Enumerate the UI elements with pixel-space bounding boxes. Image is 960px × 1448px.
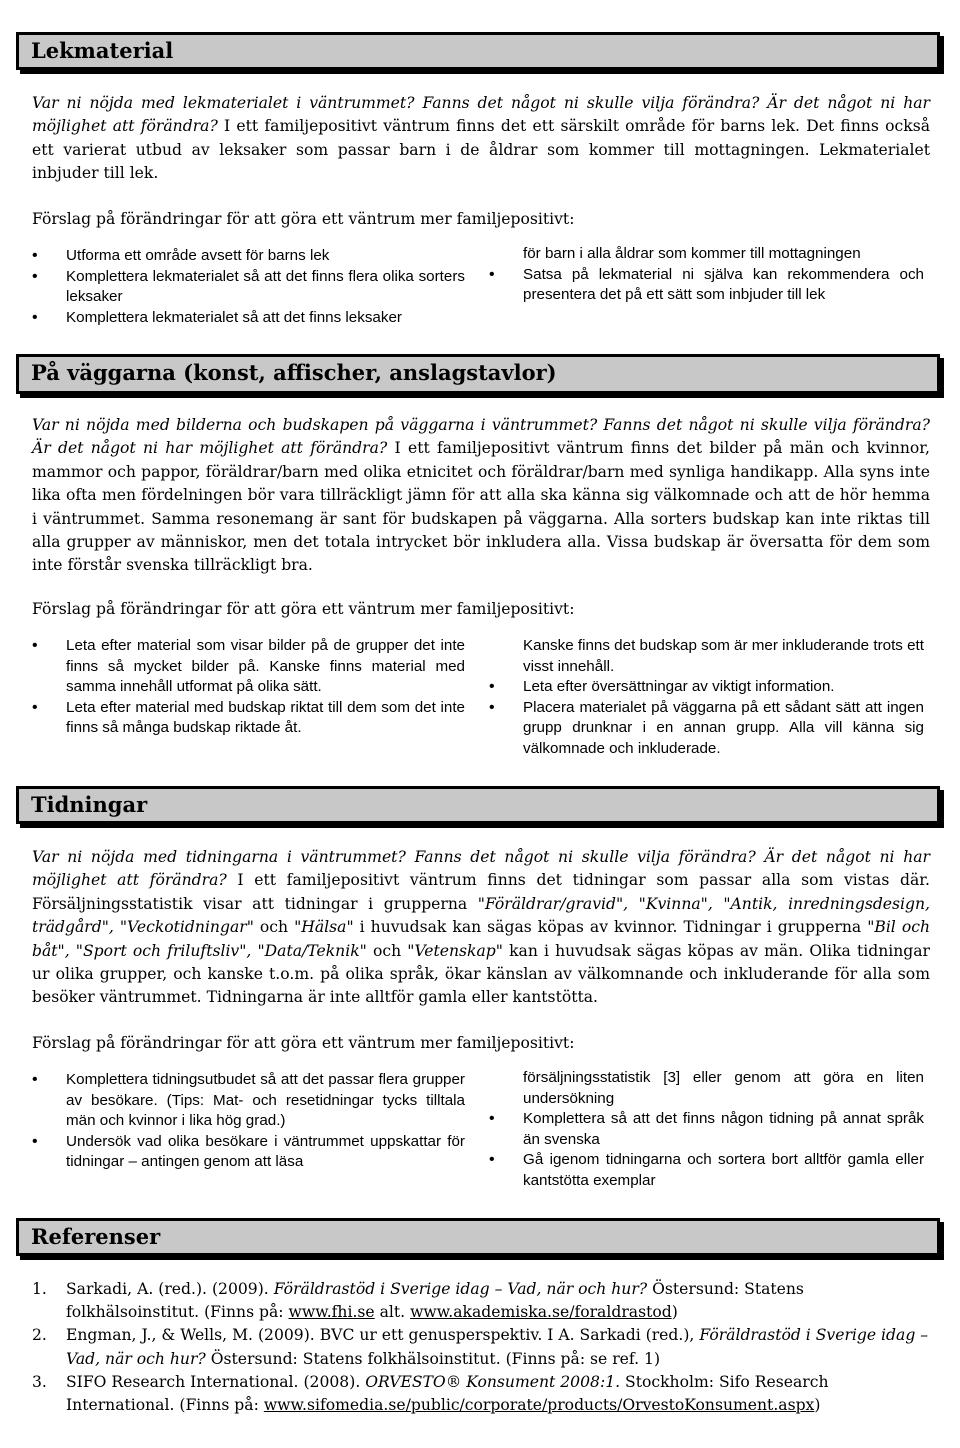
list-item: • Leta efter material med budskap riktat till dem som det inte finns så många budskap riktade åt. [32, 698, 465, 737]
list-item-continuation: försäljningsstatistik [3] eller genom att göra en liten undersökning [523, 1069, 924, 1107]
list-item: • Leta efter material som visar bilder på de grupper det inte finns så mycket bilder på. Kanske finns material med samma innehåll utformat på olika sätt. [32, 637, 465, 696]
reference-item: 2. Engman, J., & Wells, M. (2009). BVC ur ett genusperspektiv. I A. Sarkadi (red.), Föräldrastöd i Sverige idag – Vad, när och hur? Östersund: Statens folkhälsoinstitut. (Finns på: se ref. 1) [32, 1326, 929, 1368]
bullet-icon: • [489, 265, 495, 283]
list-item: • Placera materialet på väggarna på ett sådant sätt att ingen grupp drunknar i en annan grupp. Alla vill känna sig välkomnade och inkluderade. [489, 698, 924, 757]
bullet-icon: • [32, 308, 38, 326]
lekmaterial-paragraph: Var ni nöjda med lekmaterialet i väntrummet? Fanns det något ni skulle vilja förändra? Är det något ni har möjlighet att förändra? I ett familjepositivt väntrum finns det ett särskilt område för barns lek. Det finns också ett varierat utbud av leksaker som passar barn i de åldrar som kommer till mottagningen. Lekmaterialet inbjuder till lek. [32, 94, 930, 183]
sifomedia-link[interactable]: www.sifomedia.se/public/corporate/products/OrvestoKonsument.aspx [263, 1396, 815, 1415]
list-item-continuation: Kanske finns det budskap som är mer inkluderande trots ett visst innehåll. [523, 637, 924, 675]
vaggarna-right-list [489, 636, 924, 760]
bullet-icon: • [32, 698, 38, 716]
tidningar-left-list [32, 1070, 465, 1173]
bullet-icon: • [32, 637, 38, 654]
tidningar-right-list [489, 1068, 924, 1192]
lekmaterial-prompt: Förslag på förändringar för att göra ett väntrum mer familjepositivt: [32, 210, 575, 228]
list-item: • Komplettera lekmaterialet så att det finns leksaker [32, 308, 465, 329]
list-item-continuation: för barn i alla åldrar som kommer till mottagningen [523, 245, 861, 262]
bullet-icon: • [32, 1132, 38, 1150]
tidningar-paragraph: Var ni nöjda med tidningarna i väntrummet? Fanns det något ni skulle vilja förändra? Är det något ni har möjlighet att förändra? I ett familjepositivt väntrum finns det tidningar som passar alla som vistas där. Försäljningsstatistik visar att tidningar i grupperna "Föräldrar/gravid", "Kvinna", "Antik, inredningsdesign, trädgård", "Veckotidningar" och "Hälsa" i huvudsak kan sägas köpas av kvinnor. Tidningar i grupperna "Bil och båt", "Sport och friluftsliv", "Data/Teknik" och "Vetenskap" kan i huvudsak sägas köpas av män. Olika tidningar ur olika grupper, och kanske t.o.m. på olika språk, ökar känslan av välkomnande och inkluderande för alla som besöker väntrummet. Tidningarna är inte alltför gamla eller kantstötta. [32, 848, 931, 1007]
reference-item: 3. SIFO Research International. (2008). ORVESTO® Konsument 2008:1. Stockholm: Sifo Research International. (Finns på: www.sifomedia.se/public/corporate/products/OrvestoKonsument.aspx) [32, 1372, 829, 1415]
section-heading-lekmaterial: Lekmaterial [16, 32, 940, 70]
reference-number: 2. [32, 1326, 47, 1345]
list-item: • Leta efter översättningar av viktigt information. [489, 677, 924, 698]
vaggarna-prompt: Förslag på förändringar för att göra ett väntrum mer familjepositivt: [32, 600, 575, 618]
lekmaterial-right-list [489, 244, 924, 306]
list-item: • Gå igenom tidningarna och sortera bort alltför gamla eller kantstötta exemplar [489, 1151, 924, 1189]
fhi-link[interactable]: www.fhi.se [288, 1303, 375, 1322]
list-item: • Komplettera lekmaterialet så att det finns flera olika sorters leksaker [32, 267, 465, 306]
bullet-icon: • [489, 1151, 495, 1169]
section-heading-vaggarna: På väggarna (konst, affischer, anslagstavlor) [16, 354, 940, 394]
list-item: • Satsa på lekmaterial ni själva kan rekommendera och presentera det på ett sätt som inbjuder till lek [489, 265, 924, 304]
akademiska-link[interactable]: www.akademiska.se/foraldrastod [410, 1303, 672, 1322]
reference-number: 1. [32, 1280, 47, 1298]
list-item: • Komplettera så att det finns någon tidning på annat språk än svenska [489, 1110, 924, 1148]
reference-list [32, 1278, 932, 1417]
tidningar-prompt: Förslag på förändringar för att göra ett väntrum mer familjepositivt: [32, 1034, 575, 1052]
bullet-icon: • [32, 267, 38, 285]
section-heading-referenser: Referenser [16, 1218, 940, 1256]
bullet-icon: • [489, 698, 495, 716]
list-item: • Undersök vad olika besökare i väntrummet uppskattar för tidningar – antingen genom att läsa [32, 1132, 465, 1171]
bullet-icon: • [32, 1071, 38, 1088]
reference-number: 3. [32, 1372, 47, 1391]
vaggarna-left-list [32, 636, 465, 739]
vaggarna-paragraph: Var ni nöjda med bilderna och budskapen på väggarna i väntrummet? Fanns det något ni skulle vilja förändra? Är det något ni har möjlighet att förändra? I ett familjepositivt väntrum finns det bilder på män och kvinnor, mammor och pappor, föräldrar/barn med olika etnicitet och föräldrar/barn med synliga handikapp. Alla syns inte lika ofta men fördelningen bör vara tillräckligt jämn för att alla ska känna sig välkomnade och att de hör hemma i väntrummet. Samma resonemang är sant för budskapen på väggarna. Alla sorters budskap kan inte riktas till alla grupper av människor, men det totala intrycket bör inkludera alla. Vissa budskap är översatta för dem som inte förstår svenska tillräckligt bra. [32, 416, 930, 575]
lekmaterial-left-list [32, 246, 465, 328]
bullet-icon: • [32, 247, 38, 264]
section-heading-tidningar: Tidningar [16, 786, 940, 824]
list-item: • Komplettera tidningsutbudet så att det passar flera grupper av besökare. (Tips: Mat- och resetidningar tycks tilltala män och kvinnor i lika hög grad.) [32, 1071, 465, 1130]
reference-item: 1. Sarkadi, A. (red.). (2009). Föräldrastöd i Sverige idag – Vad, när och hur? Östersund: Statens folkhälsoinstitut. (Finns på: www.fhi.se alt. www.akademiska.se/foraldrastod) [32, 1280, 804, 1322]
list-item: • Utforma ett område avsett för barns lek [32, 246, 465, 267]
bullet-icon: • [489, 1110, 495, 1128]
bullet-icon: • [489, 678, 495, 696]
